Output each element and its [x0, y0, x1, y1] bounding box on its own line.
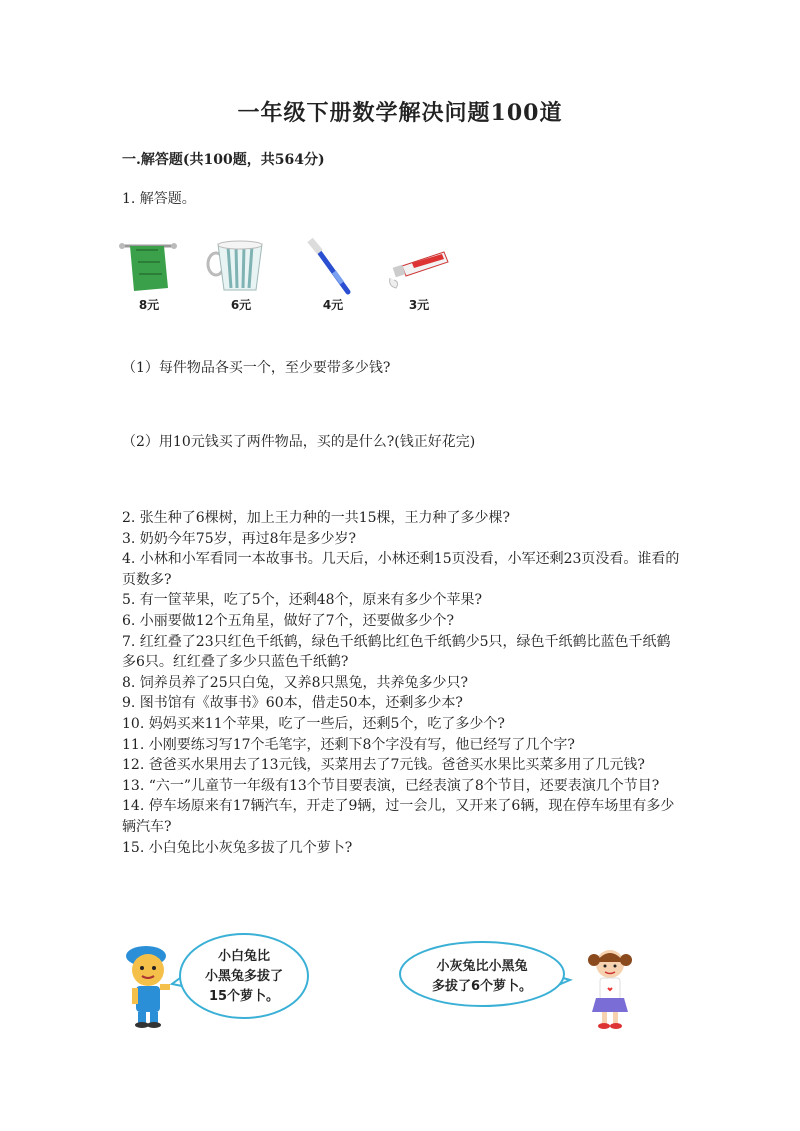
sub-question-2: （2）用10元钱买了两件物品，买的是什么?(钱正好花完)	[122, 434, 476, 450]
question-item: 7. 红红叠了23只红色千纸鹤，绿色千纸鹤比红色千纸鹤少5只，绿色千纸鹤比蓝色千纸鹤多6只。红红叠了多少只蓝色千纸鹤?	[122, 633, 671, 671]
boy-figure-icon	[126, 946, 170, 1028]
price-items-row	[114, 236, 474, 316]
question-item: 5. 有一筐苹果，吃了5个，还剩48个，原来有多少个苹果?	[122, 592, 483, 609]
question-item: 14. 停车场原来有17辆汽车，开走了9辆，过一会儿，又开来了6辆，现在停车场里有多少辆汽车?	[122, 798, 675, 835]
cup-icon	[206, 236, 276, 296]
question-item: 12. 爸爸买水果用去了13元钱，买菜用去了7元钱。爸爸买水果比买菜多用了几元钱?	[122, 757, 645, 774]
girl-figure-icon	[588, 950, 632, 1029]
toothbrush-icon	[298, 236, 368, 296]
toothpaste-item	[384, 236, 454, 316]
girl-illustration	[396, 936, 646, 1032]
question-item: 13. “六一”儿童节一年级有13个节目要表演，已经表演了8个节目，还要表演几个节目?	[122, 777, 660, 794]
girl-bubble-line-1: 小灰兔比小黑兔	[436, 959, 528, 974]
question-item: 9. 图书馆有《故事书》60本，借走50本，还剩多少本?	[122, 695, 463, 712]
girl-bubble-line-2: 多拔了6个萝卜。	[431, 979, 533, 994]
towel-icon	[114, 236, 184, 296]
towel-item	[114, 236, 184, 316]
boy-bubble-line-1: 小白兔比	[217, 949, 271, 964]
question-item: 15. 小白兔比小灰兔多拔了几个萝卜?	[122, 839, 353, 856]
question-item: 3. 奶奶今年75岁，再过8年是多少岁?	[122, 530, 357, 547]
boy-bubble-line-3: 15个萝卜。	[208, 989, 280, 1004]
toothpaste-icon	[384, 236, 454, 296]
question-item: 6. 小丽要做12个五角星，做好了7个，还要做多少个?	[122, 612, 455, 629]
question-item: 8. 饲养员养了25只白兔，又养8只黑兔，共养兔多少只?	[122, 674, 469, 691]
section-heading: 一.解答题(共100题，共564分)	[122, 152, 325, 168]
toothpaste-price: 3元	[408, 298, 430, 312]
toothbrush-item	[298, 236, 368, 316]
boy-bubble-line-2: 小黑兔多拔了	[204, 969, 284, 984]
question-item: 2. 张生种了6棵树，加上王力种的一共15棵，王力种了多少棵?	[122, 510, 511, 526]
cup-item	[206, 236, 276, 316]
page-title: 一年级下册数学解决问题100道	[237, 100, 563, 126]
girl-speech-bubble	[400, 942, 564, 1006]
question-list	[122, 508, 682, 858]
towel-price: 8元	[138, 298, 160, 312]
cup-price: 6元	[230, 298, 252, 312]
boy-illustration	[118, 932, 318, 1032]
question-item: 4. 小林和小军看同一本故事书。几天后，小林还剩15页没看，小军还剩23页没看。谁看的页数多?	[122, 551, 680, 588]
toothbrush-price: 4元	[322, 298, 344, 312]
question-1-label: 1. 解答题。	[122, 191, 196, 207]
sub-question-1: （1）每件物品各买一个，至少要带多少钱?	[122, 360, 391, 376]
question-item: 11. 小刚要练习写17个毛笔字，还剩下8个字没有写，他已经写了几个字?	[122, 736, 575, 753]
question-item: 10. 妈妈买来11个苹果，吃了一些后，还剩5个，吃了多少个?	[122, 715, 505, 732]
